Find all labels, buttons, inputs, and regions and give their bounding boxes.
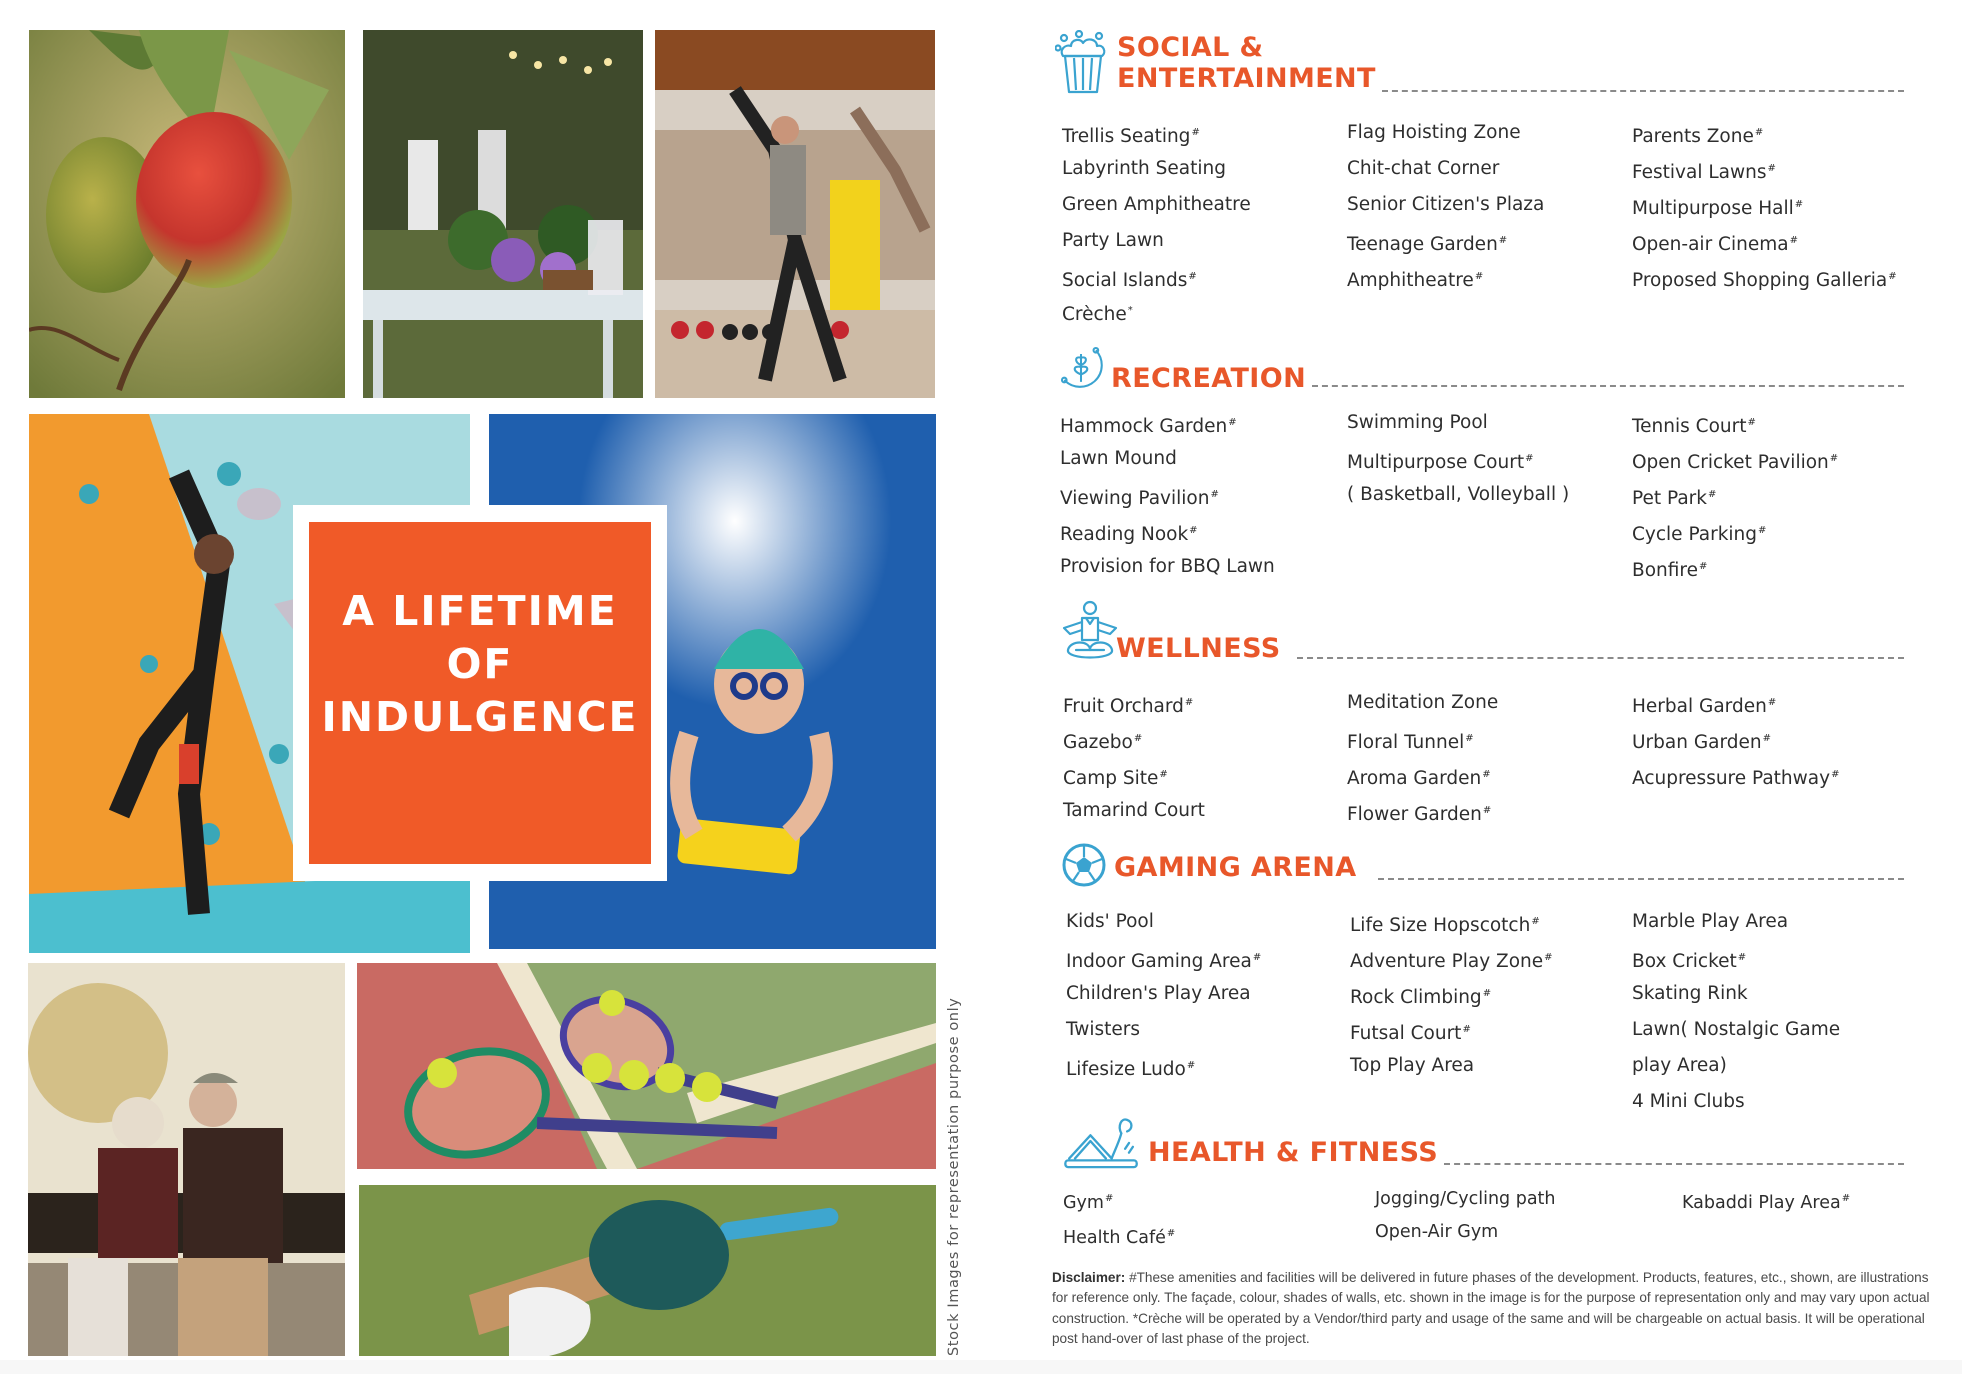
footnote-marker: # [1189,525,1198,536]
amenity-item: Open-Air Gym [1375,1222,1499,1242]
amenity-item: Twisters [1066,1019,1141,1040]
amenity-item: Flower Garden# [1347,804,1492,825]
footnote-marker: # [1465,733,1474,744]
footnote-marker: # [1228,417,1237,428]
amenity-item: Festival Lawns# [1632,162,1776,183]
footnote-marker: # [1737,952,1747,963]
amenity-item: Tennis Court# [1632,416,1756,437]
footnote-marker: # [1762,733,1772,744]
disclaimer [1052,1268,1942,1349]
hero-title-line-1: A LIFETIME [342,586,618,635]
leaf-orbit-icon [1055,340,1107,394]
football-icon [1062,843,1106,887]
amenity-item: Lifesize Ludo# [1066,1059,1196,1080]
amenity-item: Swimming Pool [1347,412,1488,433]
fitness-stretching-photo [655,30,935,398]
section-header-gaming-arena [1062,843,1357,887]
amenity-item: Life Size Hopscotch# [1350,915,1540,936]
amenity-item: Open-air Cinema# [1632,234,1798,255]
amenity-item: Box Cricket# [1632,951,1747,972]
amenity-item: Rock Climbing# [1350,987,1492,1008]
amenity-item: Urban Garden# [1632,732,1772,753]
disclaimer-text: #These amenities and facilities will be delivered in future phases of the development. Products, features, etc., shown, are illustrations for reference only. The façade, colour, shades of walls, etc. shown in the image is for the purpose of representation only and may vary upon actual construction. *Crèche will be operated by a Vendor/third party and usage of the same and will be chargeable on actual basis. It will be operational post hand-over of last phase of the project. [1052,1270,1930,1346]
amenity-item: Chit-chat Corner [1347,158,1500,179]
section-header-recreation [1055,340,1306,394]
footer-strip [0,1360,1962,1374]
amenity-item: Meditation Zone [1347,692,1499,713]
amenity-item: Fruit Orchard# [1063,696,1194,717]
footnote-marker: # [1525,453,1534,464]
footnote-marker: # [1544,952,1553,963]
amenity-item: Skating Rink [1632,983,1748,1004]
amenity-item: Viewing Pavilion# [1060,488,1219,509]
amenity-item: 4 Mini Clubs [1632,1091,1745,1112]
footnote-marker: # [1482,988,1492,999]
section-title: RECREATION [1111,363,1307,394]
amenity-item: Futsal Court# [1350,1023,1471,1044]
amenity-item: Floral Tunnel# [1347,732,1474,753]
amenity-item: Multipurpose Hall# [1632,198,1804,219]
section-divider [1382,90,1904,92]
disclaimer-label: Disclaimer: [1052,1270,1126,1285]
stock-images-note: Stock Images for representation purpose only [946,997,962,1356]
footnote-marker: # [1159,769,1168,780]
amenity-item: Provision for BBQ Lawn [1060,556,1275,577]
amenity-item: Multipurpose Court# [1347,452,1534,473]
section-header-health-fitness [1062,1116,1438,1170]
amenity-item: Top Play Area [1350,1055,1475,1076]
amenity-item: Adventure Play Zone# [1350,951,1553,972]
footnote-marker: # [1754,127,1764,138]
hero-title-frame [293,505,667,881]
footnote-marker: # [1462,1024,1471,1035]
section-divider [1444,1163,1904,1165]
footnote-marker: # [1841,1193,1851,1204]
footnote-marker: # [1133,733,1143,744]
amenity-item: Camp Site# [1063,768,1168,789]
amenity-item: Hammock Garden# [1060,416,1237,437]
footnote-marker: # [1747,417,1756,428]
footnote-marker: # [1758,525,1767,536]
amenity-item: Reading Nook# [1060,524,1198,545]
footnote-marker: # [1498,235,1508,246]
amenity-item: Jogging/Cycling path [1375,1189,1556,1209]
footnote-marker: # [1888,271,1897,282]
section-title-line-2: ENTERTAINMENT [1117,63,1376,94]
footnote-marker: # [1789,235,1798,246]
section-header-wellness [1060,600,1281,664]
amenity-item: Indoor Gaming Area# [1066,951,1262,972]
amenity-item: Cycle Parking# [1632,524,1767,545]
section-title-line-1: SOCIAL & [1117,32,1264,63]
footnote-marker: # [1482,769,1491,780]
footnote-marker: # [1252,952,1262,963]
footnote-marker: # [1482,805,1492,816]
amenity-item: Trellis Seating# [1062,126,1200,147]
amenity-item: Open Cricket Pavilion# [1632,452,1839,473]
amenity-item: Flag Hoisting Zone [1347,122,1521,143]
hero-title-box [309,522,651,864]
amenity-item: Lawn( Nostalgic Game [1632,1019,1841,1040]
amenity-item: Bonfire# [1632,560,1708,581]
footnote-marker: # [1708,489,1717,500]
section-title: HEALTH & FITNESS [1148,1137,1439,1168]
amenity-item: Crèche* [1062,304,1133,325]
footnote-marker: # [1531,916,1540,927]
amenity-item: Tamarind Court [1063,800,1205,821]
amenity-item: Senior Citizen's Plaza [1347,194,1545,215]
amenity-item: Party Lawn [1062,230,1164,251]
hero-title-line-2: OF [446,639,514,688]
footnote-marker: # [1186,1060,1196,1071]
footnote-marker: # [1188,271,1197,282]
footnote-marker: # [1474,271,1484,282]
amenity-item: Acupressure Pathway# [1632,768,1840,789]
footnote-marker: # [1210,489,1219,500]
footnote-marker: # [1831,769,1840,780]
apple-orchard-photo [29,30,345,398]
amenity-item: Parents Zone# [1632,126,1764,147]
amenity-item: Labyrinth Seating [1062,158,1226,179]
footnote-marker: * [1127,305,1133,316]
footnote-marker: # [1166,1228,1176,1239]
footnote-marker: # [1698,561,1708,572]
amenity-item: Aroma Garden# [1347,768,1491,789]
amenity-item: Children's Play Area [1066,983,1251,1004]
footnote-marker: # [1191,127,1200,138]
section-divider [1378,878,1904,880]
section-title: WELLNESS [1116,633,1281,664]
amenity-item: Herbal Garden# [1632,696,1777,717]
amenity-item: Gazebo# [1063,732,1143,753]
amenity-item: play Area) [1632,1055,1727,1076]
amenity-item: Teenage Garden# [1347,234,1508,255]
section-divider [1312,385,1904,387]
popcorn-icon [1055,30,1111,94]
footnote-marker: # [1767,697,1777,708]
tennis-photo [357,963,936,1169]
amenity-item: ( Basketball, Volleyball ) [1347,484,1570,505]
amenity-item: Pet Park# [1632,488,1717,509]
footnote-marker: # [1829,453,1839,464]
senior-couple-photo [28,963,345,1356]
workout-icon [1062,1116,1142,1170]
amenity-item: Lawn Mound [1060,448,1177,469]
section-header-social-entertainment [1055,30,1376,94]
section-divider [1297,657,1904,659]
amenity-item: Social Islands# [1062,270,1197,291]
hero-title-line-3: INDULGENCE [321,692,639,741]
cricket-photo [359,1185,936,1356]
footnote-marker: # [1104,1193,1114,1204]
amenity-item: Proposed Shopping Galleria# [1632,270,1897,291]
footnote-marker: # [1767,163,1776,174]
amenity-item: Health Café# [1063,1228,1176,1248]
amenity-item: Amphitheatre# [1347,270,1484,291]
garden-party-photo [363,30,643,398]
footnote-marker: # [1184,697,1194,708]
amenity-item: Kabaddi Play Area# [1682,1193,1851,1213]
section-title: GAMING ARENA [1114,852,1357,883]
footnote-marker: # [1794,199,1804,210]
amenity-item: Marble Play Area [1632,911,1789,932]
amenity-item: Gym# [1063,1193,1114,1213]
meditation-icon [1060,600,1120,664]
amenity-item: Green Amphitheatre [1062,194,1251,215]
amenity-item: Kids' Pool [1066,911,1154,932]
